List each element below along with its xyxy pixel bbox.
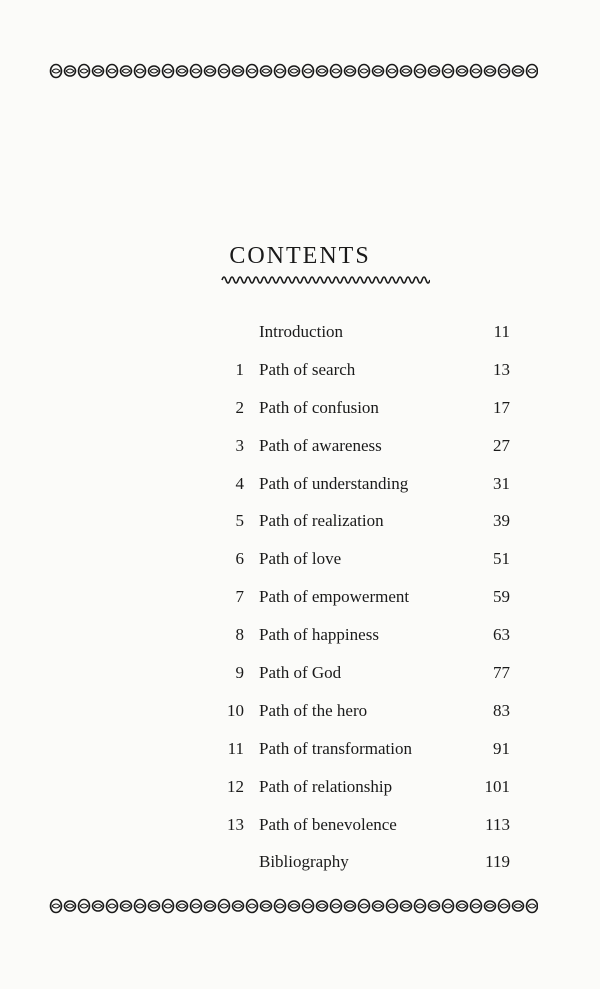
chapter-number: 3: [235, 435, 244, 455]
ornament-border-icon: [48, 62, 538, 80]
toc-entry: [0, 769, 600, 807]
chapter-title: Path of search: [259, 359, 356, 379]
chapter-number: 9: [235, 663, 244, 683]
chapter-title: Path of understanding: [259, 473, 409, 493]
page-number: 59: [493, 587, 510, 607]
page-number: 83: [493, 700, 510, 720]
chapter-number: 6: [235, 549, 244, 569]
page-number: 11: [493, 322, 510, 341]
toc-entry: [0, 314, 600, 352]
chapter-title: Path of God: [259, 663, 342, 683]
chapter-title: Path of relationship: [259, 776, 393, 796]
page-title: CONTENTS: [229, 243, 371, 269]
chapter-title: Path of realization: [259, 511, 384, 531]
page-number: 13: [493, 359, 510, 379]
page-number: 77: [493, 663, 510, 683]
chapter-number: 11: [227, 738, 244, 758]
chapter-number: 2: [235, 397, 244, 417]
toc-entry: [0, 731, 600, 769]
top-ornament-border: [48, 62, 538, 80]
toc-entry: [0, 466, 600, 504]
chapter-number: 13: [227, 814, 244, 834]
toc-entry: [0, 617, 600, 655]
toc-entry: [0, 693, 600, 731]
toc-entry: [0, 807, 600, 845]
toc-entry: [0, 503, 600, 541]
page-number: 91: [493, 738, 510, 758]
chapter-number: 5: [235, 511, 244, 531]
toc-entry: [0, 844, 600, 882]
chapter-title: Bibliography: [259, 852, 349, 872]
page-number: 101: [484, 776, 510, 796]
chapter-title: Path of love: [259, 549, 342, 569]
toc-entry: [0, 655, 600, 693]
chapter-title: Path of the hero: [259, 700, 368, 720]
table-of-contents: [0, 314, 600, 882]
chapter-title: Path of confusion: [259, 397, 379, 417]
page-number: 51: [493, 549, 510, 569]
chapter-number: 4: [235, 473, 244, 493]
page-number: 27: [493, 435, 510, 455]
ornament-border-icon: [48, 897, 538, 915]
chapter-number: 8: [235, 625, 244, 645]
chapter-number: 12: [227, 776, 244, 796]
page-number: 113: [485, 814, 510, 834]
toc-entry: [0, 579, 600, 617]
chapter-title: Path of transformation: [259, 738, 412, 758]
chapter-title: Path of happiness: [259, 625, 379, 645]
page-number: 63: [493, 625, 510, 645]
chapter-title: Path of awareness: [259, 435, 382, 455]
chapter-number: 7: [235, 587, 244, 607]
chapter-title: Path of empowerment: [259, 587, 410, 607]
page-number: 119: [485, 852, 510, 872]
page-number: 39: [493, 511, 510, 531]
page-number: 17: [493, 397, 510, 417]
chapter-title: Path of benevolence: [259, 814, 397, 834]
chapter-number: 10: [227, 700, 244, 720]
toc-entry: [0, 428, 600, 466]
page-number: 31: [493, 473, 510, 493]
chapter-title: Introduction: [259, 322, 344, 341]
toc-entry: [0, 352, 600, 390]
bottom-ornament-border: [48, 897, 538, 915]
toc-entry: [0, 390, 600, 428]
chapter-number: 1: [235, 359, 244, 379]
title-underline-squiggle-icon: [220, 272, 430, 286]
toc-entry: [0, 541, 600, 579]
